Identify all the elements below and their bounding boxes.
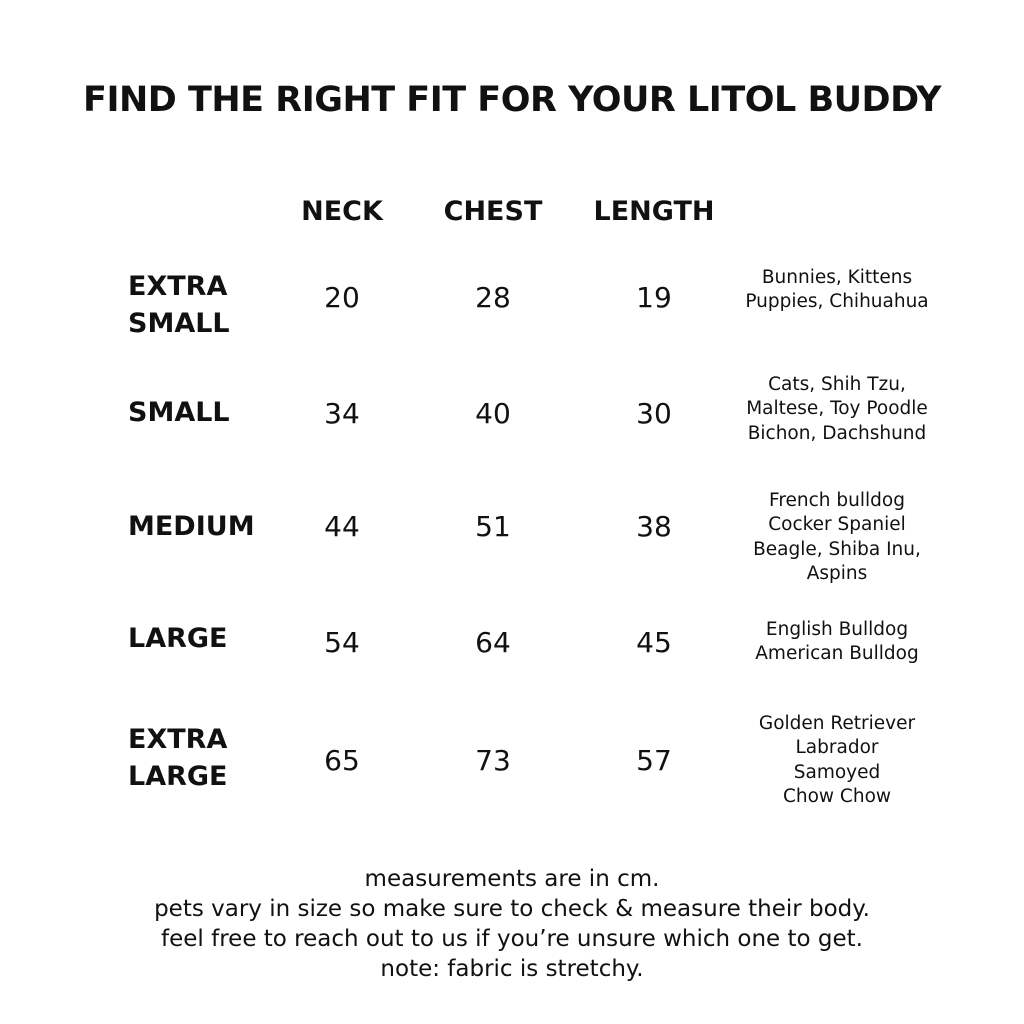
chest-value: 64 <box>475 626 511 659</box>
note-line: note: fabric is stretchy. <box>380 956 644 982</box>
neck-value: 20 <box>324 281 360 314</box>
breed-line: Cats, Shih Tzu, <box>768 374 906 395</box>
neck-value: 34 <box>324 397 360 430</box>
chest-value: 51 <box>475 510 511 543</box>
breed-list-extra-large <box>726 712 948 809</box>
length-value: 30 <box>636 397 672 430</box>
note-line: measurements are in cm. <box>364 866 660 892</box>
breed-line: Puppies, Chihuahua <box>745 291 929 313</box>
column-header-chest: CHEST <box>443 196 543 227</box>
breed-line: Chow Chow <box>782 785 892 807</box>
neck-value: 44 <box>324 510 360 543</box>
length-value: 45 <box>636 626 672 659</box>
column-header-neck: NECK <box>301 196 383 227</box>
size-label-large: LARGE <box>128 623 228 654</box>
page-title: FIND THE RIGHT FIT FOR YOUR LITOL BUDDY <box>83 80 941 120</box>
chest-value: 73 <box>475 744 511 777</box>
size-label-medium: MEDIUM <box>128 511 255 542</box>
breed-list-small <box>726 373 948 446</box>
breed-list-extra-small <box>726 266 948 315</box>
breed-list-large <box>726 618 948 667</box>
neck-value: 54 <box>324 626 360 659</box>
length-value: 38 <box>636 510 672 543</box>
note-line: pets vary in size so make sure to check & measure their body. <box>154 896 870 922</box>
breed-line: Beagle, Shiba Inu, <box>753 538 921 560</box>
breed-line: American Bulldog <box>755 643 919 665</box>
breed-line: Bichon, Dachshund <box>747 422 927 444</box>
footer-notes <box>0 864 1024 984</box>
breed-line: Labrador <box>795 737 879 759</box>
size-label-extra-small: EXTRA SMALL <box>128 271 230 339</box>
size-label-extra-large: EXTRA LARGE <box>128 724 228 792</box>
neck-value: 65 <box>324 744 360 777</box>
breed-line: Aspins <box>806 562 868 584</box>
column-header-length: LENGTH <box>593 196 715 227</box>
breed-line: Cocker Spaniel <box>768 514 906 536</box>
breed-line: Golden Retriever <box>758 713 916 734</box>
length-value: 57 <box>636 744 672 777</box>
breed-list-medium <box>726 489 948 586</box>
note-line: feel free to reach out to us if you’re unsure which one to get. <box>161 926 863 952</box>
chest-value: 40 <box>475 397 511 430</box>
breed-line: Bunnies, Kittens <box>761 267 913 288</box>
breed-line: English Bulldog <box>765 619 909 640</box>
length-value: 19 <box>636 281 672 314</box>
breed-line: Samoyed <box>793 761 881 783</box>
breed-line: French bulldog <box>769 490 905 511</box>
size-label-small: SMALL <box>128 397 230 428</box>
chest-value: 28 <box>475 281 511 314</box>
breed-line: Maltese, Toy Poodle <box>746 398 928 420</box>
